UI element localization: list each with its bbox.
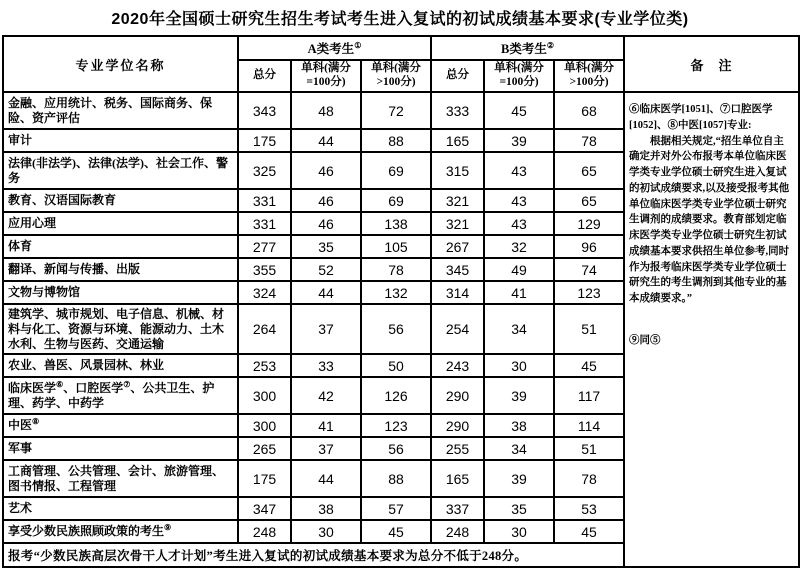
score-cell: 114	[554, 414, 624, 437]
header-row-groups	[3, 36, 799, 60]
score-cell: 347	[238, 497, 291, 520]
score-cell: 65	[554, 189, 624, 212]
score-cell: 43	[484, 189, 554, 212]
score-cell: 65	[554, 152, 624, 189]
score-cell: 78	[554, 129, 624, 152]
degree-name-cell: 教育、汉语国际教育	[3, 189, 238, 212]
score-cell: 45	[554, 354, 624, 377]
table-body	[3, 92, 799, 567]
col-header-group-a: A类考生①	[238, 36, 431, 60]
score-cell: 248	[238, 520, 291, 543]
remark-heading: ⑥临床医学[1051]、⑦口腔医学[1052]、⑧中医[1057]专业:	[629, 104, 773, 131]
col-header-remark: 备 注	[624, 36, 799, 92]
score-cell: 129	[554, 212, 624, 235]
score-cell: 34	[484, 304, 554, 354]
degree-name-cell: 体育	[3, 235, 238, 258]
score-cell: 300	[238, 414, 291, 437]
page-title: 2020年全国硕士研究生招生考试考生进入复试的初试成绩基本要求(专业学位类)	[111, 11, 689, 28]
score-cell: 43	[484, 212, 554, 235]
score-cell: 43	[484, 152, 554, 189]
degree-name-cell: 艺术	[3, 497, 238, 520]
degree-name-cell: 工商管理、公共管理、会计、旅游管理、图书情报、工程管理	[3, 460, 238, 497]
score-cell: 39	[484, 129, 554, 152]
score-cell: 175	[238, 460, 291, 497]
score-cell: 53	[554, 497, 624, 520]
col-header-single-gt100-b: 单科(满分>100分)	[554, 60, 624, 92]
score-cell: 333	[431, 92, 484, 129]
score-cell: 321	[431, 189, 484, 212]
score-cell: 88	[361, 460, 431, 497]
degree-name-cell: 军事	[3, 437, 238, 460]
score-cell: 123	[554, 281, 624, 304]
degree-name-cell: 金融、应用统计、税务、国际商务、保险、资产评估	[3, 92, 238, 129]
degree-name-cell: 应用心理	[3, 212, 238, 235]
score-cell: 277	[238, 235, 291, 258]
score-cell: 165	[431, 129, 484, 152]
score-cell: 34	[484, 437, 554, 460]
score-cell: 78	[361, 258, 431, 281]
score-cell: 46	[291, 152, 361, 189]
score-cell: 105	[361, 235, 431, 258]
score-cell: 321	[431, 212, 484, 235]
degree-name-cell: 中医⑧	[3, 414, 238, 437]
col-header-single-eq100-a: 单科(满分=100分)	[291, 60, 361, 92]
score-cell: 96	[554, 235, 624, 258]
score-cell: 30	[484, 354, 554, 377]
score-cell: 325	[238, 152, 291, 189]
score-cell: 52	[291, 258, 361, 281]
score-cell: 45	[554, 520, 624, 543]
score-cell: 126	[361, 377, 431, 414]
score-cell: 50	[361, 354, 431, 377]
degree-name-cell: 翻译、新闻与传播、出版	[3, 258, 238, 281]
degree-name-cell: 临床医学⑥、口腔医学⑦、公共卫生、护理、药学、中药学	[3, 377, 238, 414]
score-cell: 343	[238, 92, 291, 129]
score-cell: 69	[361, 189, 431, 212]
score-cell: 337	[431, 497, 484, 520]
score-cell: 46	[291, 189, 361, 212]
score-cell: 264	[238, 304, 291, 354]
score-cell: 32	[484, 235, 554, 258]
col-header-total-a: 总分	[238, 60, 291, 92]
score-cell: 331	[238, 212, 291, 235]
score-cell: 345	[431, 258, 484, 281]
score-cell: 72	[361, 92, 431, 129]
score-cell: 41	[291, 414, 361, 437]
table-row	[3, 92, 799, 129]
score-cell: 253	[238, 354, 291, 377]
col-header-degree-name: 专业学位名称	[3, 36, 238, 92]
score-cell: 30	[291, 520, 361, 543]
score-cell: 38	[291, 497, 361, 520]
score-cell: 331	[238, 189, 291, 212]
score-cell: 165	[431, 460, 484, 497]
score-cell: 78	[554, 460, 624, 497]
remark-cell	[624, 92, 799, 567]
score-cell: 46	[291, 212, 361, 235]
score-table	[2, 35, 800, 568]
score-cell: 88	[361, 129, 431, 152]
score-cell: 49	[484, 258, 554, 281]
score-cell: 175	[238, 129, 291, 152]
score-cell: 355	[238, 258, 291, 281]
score-cell: 30	[484, 520, 554, 543]
col-header-total-b: 总分	[431, 60, 484, 92]
score-cell: 243	[431, 354, 484, 377]
remark-note-2: ⑨同⑤	[629, 334, 661, 346]
score-cell: 56	[361, 304, 431, 354]
score-cell: 74	[554, 258, 624, 281]
score-cell: 35	[484, 497, 554, 520]
score-cell: 315	[431, 152, 484, 189]
score-cell: 48	[291, 92, 361, 129]
score-cell: 117	[554, 377, 624, 414]
degree-name-cell: 文物与博物馆	[3, 281, 238, 304]
score-cell: 248	[431, 520, 484, 543]
score-cell: 45	[361, 520, 431, 543]
score-cell: 68	[554, 92, 624, 129]
degree-name-cell: 建筑学、城市规划、电子信息、机械、材料与化工、资源与环境、能源动力、土木水利、生物与医药、交通运输	[3, 304, 238, 354]
score-cell: 41	[484, 281, 554, 304]
score-cell: 267	[431, 235, 484, 258]
score-cell: 44	[291, 281, 361, 304]
score-cell: 38	[484, 414, 554, 437]
score-cell: 37	[291, 304, 361, 354]
score-cell: 290	[431, 377, 484, 414]
score-cell: 51	[554, 437, 624, 460]
score-cell: 39	[484, 377, 554, 414]
score-cell: 255	[431, 437, 484, 460]
score-cell: 254	[431, 304, 484, 354]
score-cell: 265	[238, 437, 291, 460]
score-cell: 138	[361, 212, 431, 235]
degree-name-cell: 法律(非法学)、法律(法学)、社会工作、警务	[3, 152, 238, 189]
table-footnote: 报考“少数民族高层次骨干人才计划”考生进入复试的初试成绩基本要求为总分不低于248分。	[3, 543, 624, 567]
degree-name-cell: 农业、兽医、风景园林、林业	[3, 354, 238, 377]
score-cell: 56	[361, 437, 431, 460]
remark-body: 根据相关规定,“招生单位自主确定并对外公布报考本单位临床医学类专业学位硕士研究生进入复试的初试成绩要求,以及接受报考其他单位临床医学类专业学位硕士研究生调剂的成绩要求。教育部划定临床医学类专业学位硕士研究生初试成绩基本要求供招生单位参考,同时作为报考临床医学类专业学位硕士研究生的考生调剂到其他专业的基本成绩要求。”	[629, 135, 790, 304]
degree-name-cell: 审计	[3, 129, 238, 152]
col-header-single-gt100-a: 单科(满分>100分)	[361, 60, 431, 92]
score-cell: 42	[291, 377, 361, 414]
score-cell: 69	[361, 152, 431, 189]
score-cell: 123	[361, 414, 431, 437]
degree-name-cell: 享受少数民族照顾政策的考生⑨	[3, 520, 238, 543]
score-cell: 35	[291, 235, 361, 258]
score-cell: 45	[484, 92, 554, 129]
score-cell: 44	[291, 129, 361, 152]
score-cell: 300	[238, 377, 291, 414]
score-cell: 44	[291, 460, 361, 497]
score-cell: 132	[361, 281, 431, 304]
score-cell: 290	[431, 414, 484, 437]
score-cell: 33	[291, 354, 361, 377]
score-cell: 39	[484, 460, 554, 497]
score-cell: 57	[361, 497, 431, 520]
col-header-group-b: B类考生②	[431, 36, 624, 60]
score-cell: 314	[431, 281, 484, 304]
score-cell: 37	[291, 437, 361, 460]
score-cell: 324	[238, 281, 291, 304]
score-cell: 51	[554, 304, 624, 354]
col-header-single-eq100-b: 单科(满分=100分)	[484, 60, 554, 92]
